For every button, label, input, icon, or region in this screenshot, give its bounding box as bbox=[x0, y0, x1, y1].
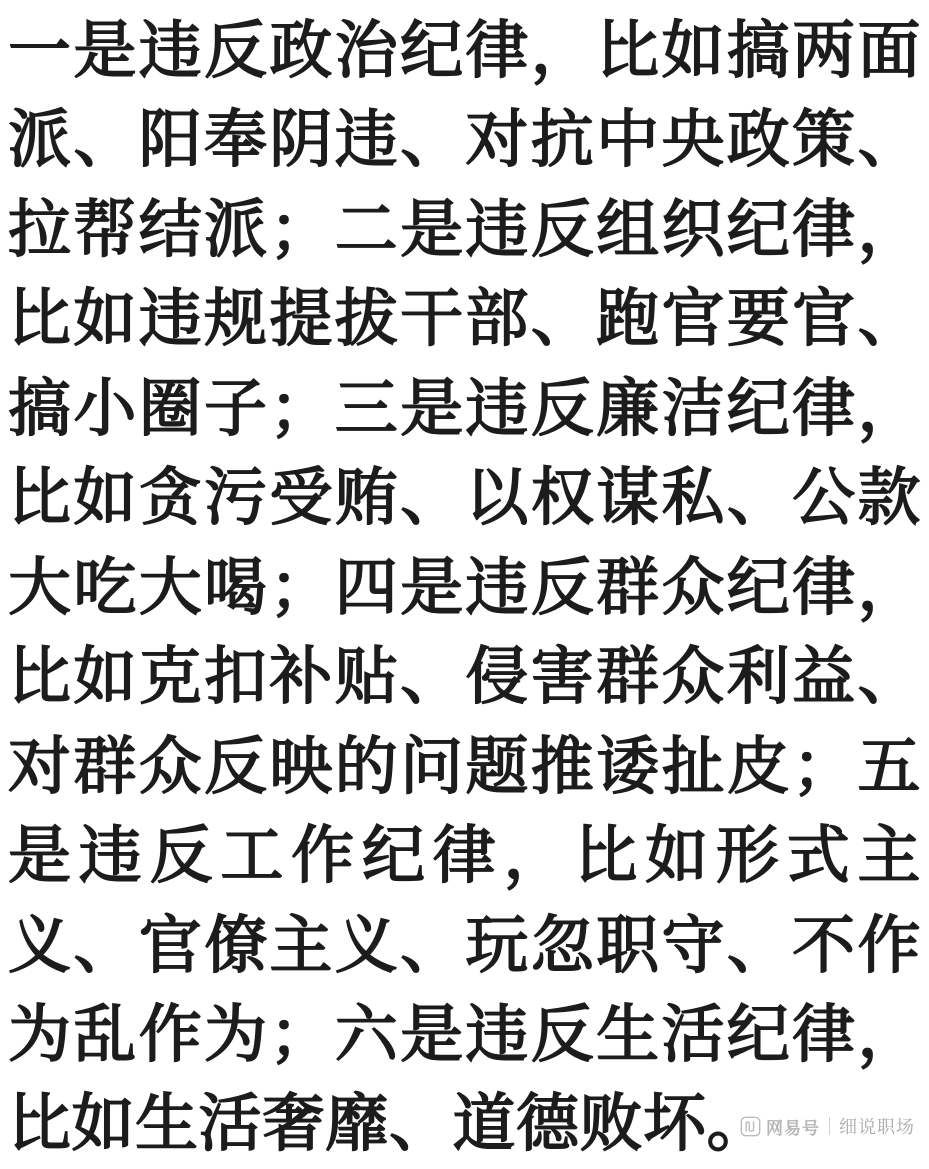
account-name: 细说职场 bbox=[839, 1117, 915, 1138]
netease-label: 网易号 bbox=[766, 1118, 820, 1139]
watermark bbox=[740, 1113, 915, 1139]
netease-logo-icon bbox=[740, 1116, 761, 1137]
netease-brand bbox=[740, 1114, 820, 1139]
article-body-text: 一是违反政治纪律，比如搞两面派、阳奉阴违、对抗中央政策、拉帮结派；二是违反组织纪律，比如违规提拔干部、跑官要官、搞小圈子；三是违反廉洁纪律，比如贪污受贿、以权谋私、公款大吃大喝；四是违反群众纪律，比如克扣补贴、侵害群众利益、对群众反映的问题推诿扯皮；五是违反工作纪律，比如形式主义、官僚主义、玩忽职守、不作为乱作为；六是违反生活纪律，比如生活奢靡、道德败坏。 bbox=[8, 14, 921, 1161]
watermark-divider bbox=[829, 1117, 830, 1135]
